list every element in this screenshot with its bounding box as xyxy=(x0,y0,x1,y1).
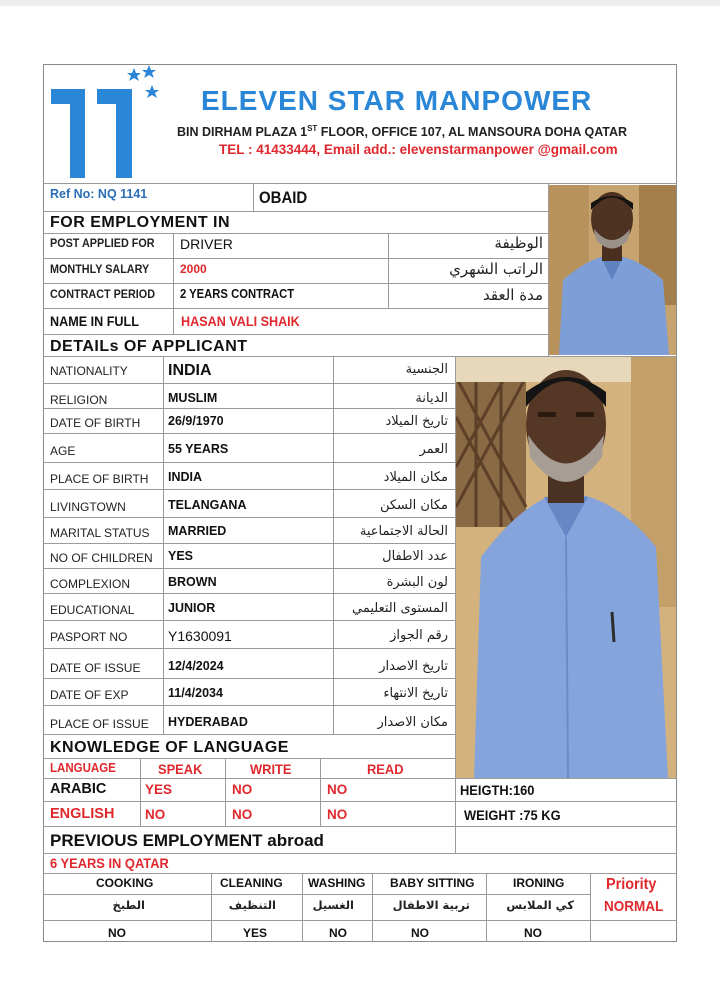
applicant-photo-small xyxy=(549,185,676,355)
skill-cooking-value: NO xyxy=(108,926,126,940)
name-value: HASAN VALI SHAIK xyxy=(181,313,300,329)
rule xyxy=(43,233,548,234)
arabic-language: ARABIC xyxy=(50,781,107,797)
rule xyxy=(43,648,455,649)
col-rule xyxy=(590,873,591,942)
speak-header: SPEAK xyxy=(158,761,203,777)
detail-arabic: لون البشرة xyxy=(386,575,448,590)
rule xyxy=(43,308,548,309)
previous-title: PREVIOUS EMPLOYMENT abroad xyxy=(50,831,324,850)
rule xyxy=(43,758,455,759)
company-contact: TEL : 41433444, Email add.: elevenstarmanpower @gmail.com xyxy=(219,142,618,157)
rule xyxy=(43,894,590,895)
detail-arabic: مكان السكن xyxy=(379,498,448,513)
english-write: NO xyxy=(232,807,253,822)
address-part-2: FLOOR, OFFICE 107, AL MANSOURA DOHA QATAR xyxy=(317,125,628,140)
detail-arabic: تاريخ الاصدار xyxy=(379,659,448,674)
detail-value: 12/4/2024 xyxy=(168,659,224,673)
english-language: ENGLISH xyxy=(50,806,115,822)
detail-label: NO OF CHILDREN xyxy=(50,551,153,565)
detail-label: LIVINGTOWN xyxy=(50,500,126,514)
salary-value: 2000 xyxy=(180,262,207,276)
skill-ironing-value: NO xyxy=(524,926,542,940)
previous-detail: 6 YEARS IN QATAR xyxy=(50,855,169,871)
detail-value: INDIA xyxy=(168,470,203,484)
rule xyxy=(43,433,455,434)
rule xyxy=(43,801,677,802)
rule xyxy=(43,678,455,679)
detail-value: 11/4/2034 xyxy=(168,686,223,700)
skill-cooking: COOKING xyxy=(96,876,154,890)
detail-value: TELANGANA xyxy=(168,498,247,512)
col-rule xyxy=(173,233,174,334)
rule xyxy=(43,705,455,706)
applicant-code: OBAID xyxy=(259,188,308,207)
skill-baby-sitting-value: NO xyxy=(411,926,429,940)
arabic-speak: YES xyxy=(145,782,173,797)
skill-ironing-arabic: كي الملابس xyxy=(506,898,574,912)
detail-label: DATE OF EXP xyxy=(50,688,129,702)
detail-arabic: المستوى التعليمي xyxy=(352,601,448,616)
address-part-1: BIN DIRHAM PLAZA 1 xyxy=(177,125,308,140)
detail-value: HYDERABAD xyxy=(168,715,248,729)
detail-label: PASPORT NO xyxy=(50,630,128,644)
rule xyxy=(43,873,677,874)
detail-value: 55 YEARS xyxy=(168,442,229,456)
detail-label: PLACE OF ISSUE xyxy=(50,717,149,731)
detail-arabic: الديانة xyxy=(415,391,448,406)
rule xyxy=(43,734,455,735)
skill-cleaning: CLEANING xyxy=(220,876,283,890)
address-superscript: ST xyxy=(307,124,318,133)
rule xyxy=(43,489,455,490)
skill-baby-sitting: BABY SITTING xyxy=(390,876,475,890)
detail-arabic: مكان الاصدار xyxy=(377,715,448,730)
detail-arabic: الحالة الاجتماعية xyxy=(359,524,448,539)
skill-cleaning-arabic: التنظيف xyxy=(228,898,276,912)
rule xyxy=(43,462,455,463)
col-rule xyxy=(253,183,254,211)
detail-value: BROWN xyxy=(168,575,217,589)
details-title: DETAILs OF APPLICANT xyxy=(50,338,248,355)
detail-value: JUNIOR xyxy=(168,601,216,615)
rule xyxy=(43,283,548,284)
skill-ironing: IRONING xyxy=(513,876,565,890)
detail-arabic: عدد الاطفال xyxy=(382,549,448,564)
detail-label: RELIGION xyxy=(50,393,108,407)
rule xyxy=(43,778,677,779)
rule xyxy=(43,593,455,594)
rule xyxy=(43,543,455,544)
detail-value: INDIA xyxy=(168,362,212,379)
priority-value: NORMAL xyxy=(604,898,664,915)
language-title: KNOWLEDGE OF LANGUAGE xyxy=(50,739,289,756)
rule xyxy=(43,826,677,827)
detail-arabic: رقم الجواز xyxy=(390,628,448,643)
height-value: HEIGTH:160 xyxy=(460,782,535,798)
skill-washing: WASHING xyxy=(308,876,366,890)
top-strip xyxy=(0,0,720,6)
rule xyxy=(43,853,677,854)
detail-arabic: مكان الميلاد xyxy=(383,470,448,485)
rule xyxy=(43,517,455,518)
english-speak: NO xyxy=(145,807,166,822)
rule xyxy=(43,383,455,384)
detail-arabic: الجنسية xyxy=(405,362,448,377)
rule xyxy=(43,568,455,569)
company-name: ELEVEN STAR MANPOWER xyxy=(201,85,593,116)
detail-label: COMPLEXION xyxy=(50,577,131,591)
col-rule xyxy=(225,758,226,826)
applicant-photo-large xyxy=(456,357,676,778)
skill-washing-value: NO xyxy=(329,926,347,940)
english-read: NO xyxy=(327,807,348,822)
post-arabic: الوظيفة xyxy=(494,234,543,252)
skill-washing-arabic: الغسيل xyxy=(312,898,354,912)
col-rule xyxy=(320,758,321,826)
detail-label: AGE xyxy=(50,444,76,458)
col-rule xyxy=(372,873,373,942)
language-header: LANGUAGE xyxy=(50,761,116,775)
detail-arabic: تاريخ الانتهاء xyxy=(383,686,448,701)
skill-cleaning-value: YES xyxy=(243,926,268,940)
col-rule xyxy=(140,758,141,826)
detail-value: YES xyxy=(168,549,194,563)
write-header: WRITE xyxy=(250,761,292,777)
detail-label: NATIONALITY xyxy=(50,364,128,378)
rule xyxy=(43,183,677,184)
col-rule xyxy=(333,356,334,734)
detail-label: DATE OF ISSUE xyxy=(50,661,141,675)
rule xyxy=(43,620,455,621)
contract-arabic: مدة العقد xyxy=(483,286,543,304)
detail-label: MARITAL STATUS xyxy=(50,526,150,540)
skill-baby-sitting-arabic: تربية الاطفال xyxy=(392,898,470,912)
employment-title: FOR EMPLOYMENT IN xyxy=(50,214,231,231)
arabic-write: NO xyxy=(232,782,253,797)
post-label: POST APPLIED FOR xyxy=(50,236,155,250)
col-rule xyxy=(455,778,456,853)
weight-value: WEIGHT :75 KG xyxy=(464,807,561,823)
detail-arabic: العمر xyxy=(419,442,448,457)
rule xyxy=(43,408,455,409)
rule xyxy=(43,920,677,921)
col-rule xyxy=(211,873,212,942)
contract-label: CONTRACT PERIOD xyxy=(50,287,156,301)
rule xyxy=(43,211,548,212)
col-rule xyxy=(302,873,303,942)
detail-label: EDUCATIONAL xyxy=(50,603,135,617)
detail-value: MARRIED xyxy=(168,524,227,538)
detail-value: MUSLIM xyxy=(168,391,218,405)
salary-arabic: الراتب الشهري xyxy=(449,260,543,278)
detail-label: PLACE OF BIRTH xyxy=(50,472,149,486)
skill-cooking-arabic: الطبخ xyxy=(112,898,145,912)
arabic-read: NO xyxy=(327,782,348,797)
contract-value: 2 YEARS CONTRACT xyxy=(180,287,295,301)
col-rule xyxy=(486,873,487,942)
post-value: DRIVER xyxy=(180,236,233,252)
priority-label: Priority xyxy=(606,876,657,893)
col-rule xyxy=(163,356,164,734)
col-rule xyxy=(388,233,389,308)
detail-value: 26/9/1970 xyxy=(168,414,224,428)
salary-label: MONTHLY SALARY xyxy=(50,262,150,276)
ref-number: Ref No: NQ 1141 xyxy=(50,187,148,201)
read-header: READ xyxy=(367,761,404,777)
rule xyxy=(43,258,548,259)
rule xyxy=(43,334,548,335)
detail-arabic: تاريخ الميلاد xyxy=(385,414,448,429)
name-label: NAME IN FULL xyxy=(50,313,139,329)
detail-label: DATE OF BIRTH xyxy=(50,416,141,430)
detail-value: Y1630091 xyxy=(168,628,232,644)
